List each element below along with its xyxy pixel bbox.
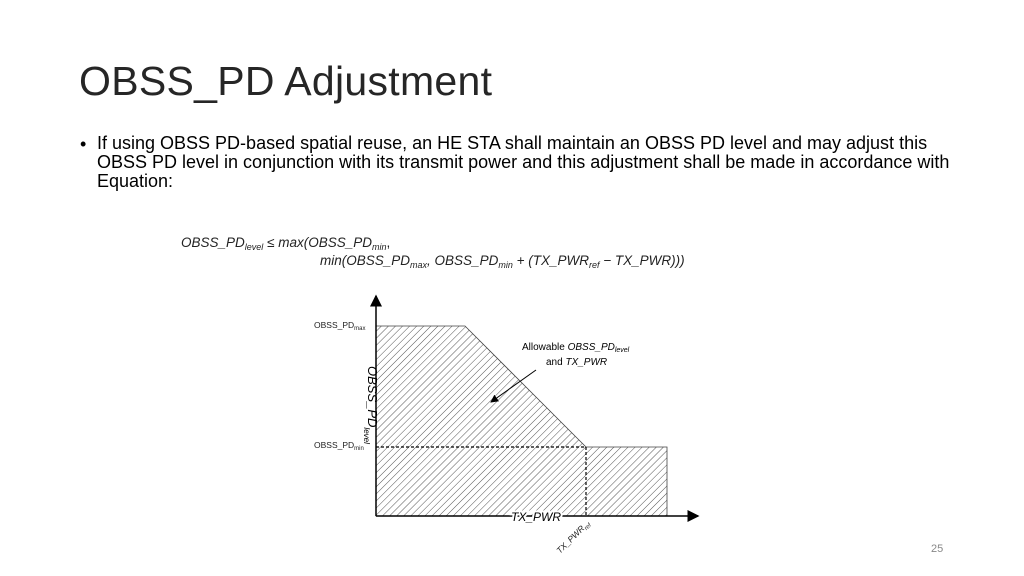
annotation-line-1: Allowable $OBSS\_PD_{level}$ bbox=[522, 342, 630, 354]
allowable-region bbox=[376, 326, 667, 516]
slide-title: OBSS_PD Adjustment bbox=[79, 58, 493, 104]
eq-p2-sub: min bbox=[498, 260, 513, 270]
eq-p1-sub: max bbox=[410, 260, 428, 270]
bullet-dot: • bbox=[80, 134, 87, 154]
eq-op: ≤ max(OBSS_PD bbox=[267, 235, 372, 250]
eq-lhs: OBSS_PD bbox=[181, 235, 245, 250]
x-tick-ref-label: $TX\_PWR_{ref}$ bbox=[554, 522, 593, 556]
y-tick-min-label: $OBSS\_PD_{min}$ bbox=[314, 440, 364, 452]
eq-p3-sub: ref bbox=[588, 260, 600, 270]
eq-p2: , OBSS_PD bbox=[427, 253, 499, 268]
eq-p3: + (TX_PWR bbox=[512, 253, 589, 268]
eq-op-sub: min bbox=[372, 242, 387, 252]
bullet-text: If using OBSS PD-based spatial reuse, an HE STA shall maintain an OBSS PD level and may adjust this OBSS PD level in conjunction with its transmit power and this adjustment shall be made in accordance with Equation: bbox=[97, 133, 950, 191]
x-axis-label: TX_PWR bbox=[511, 510, 562, 524]
y-axis-label: $OBSS\_PD_{level}$ bbox=[362, 366, 380, 444]
page-number: 25 bbox=[931, 543, 944, 555]
y-tick-max-label: $OBSS\_PD_{max}$ bbox=[314, 320, 366, 332]
annotation-line-2: and TX_PWR bbox=[546, 357, 608, 368]
eq-p4: − TX_PWR))) bbox=[599, 253, 685, 268]
eq-lhs-sub: level bbox=[244, 242, 264, 252]
eq-p1: min(OBSS_PD bbox=[320, 253, 411, 268]
eq-tail: , bbox=[386, 235, 391, 250]
